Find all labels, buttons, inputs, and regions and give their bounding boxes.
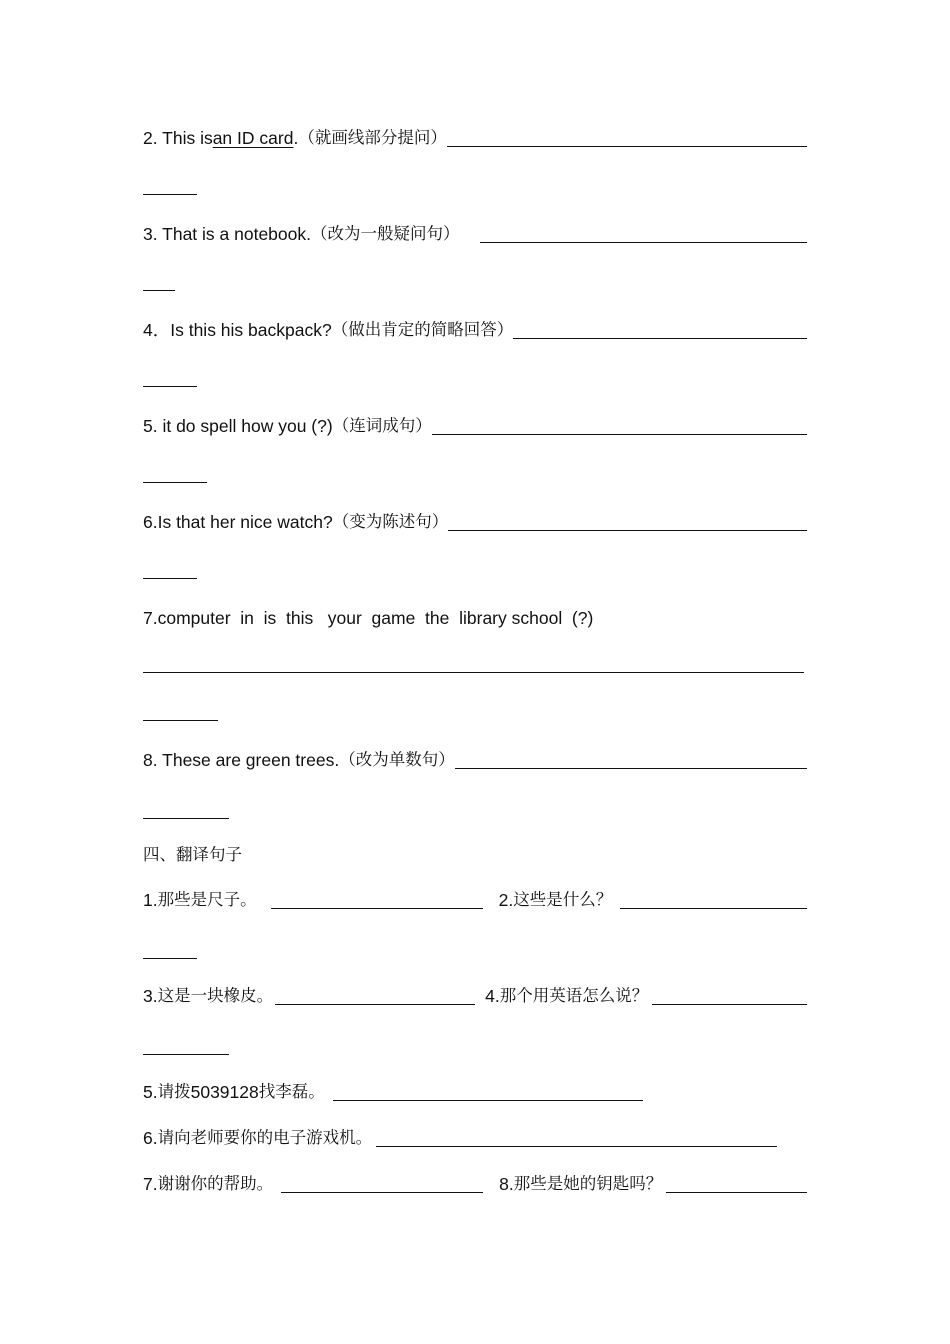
translate-5-text-b: 找李磊。 bbox=[258, 1082, 325, 1101]
answer-blank-3[interactable] bbox=[480, 242, 808, 243]
translate-blank-3[interactable] bbox=[275, 1004, 475, 1005]
translate-3-text: 这是一块橡皮。 bbox=[157, 986, 274, 1005]
translate-blank-5[interactable] bbox=[333, 1100, 643, 1101]
question-6 bbox=[143, 508, 807, 534]
translate-blank-4[interactable] bbox=[652, 1004, 807, 1005]
answer-blank-4[interactable] bbox=[513, 338, 807, 339]
translate-5-text-a: 请拨 bbox=[157, 1082, 191, 1101]
question-7-text: 7.computer in is this your game the library school (?) bbox=[143, 608, 594, 628]
question-3-instruction: （改为一般疑问句） bbox=[311, 224, 460, 243]
translate-8-text: 那些是她的钥匙吗？ bbox=[513, 1174, 663, 1193]
translate-row-1 bbox=[143, 886, 807, 912]
question-2-prefix: 2. This is bbox=[143, 128, 213, 148]
answer-blank-6[interactable] bbox=[448, 530, 807, 531]
answer-blank-2[interactable] bbox=[447, 146, 807, 147]
translate-2-text: 这些是什么？ bbox=[513, 890, 613, 909]
question-5-text: 5. it do spell how you (?) bbox=[143, 416, 333, 436]
translate-1-text: 那些是尺子。 bbox=[157, 890, 257, 909]
translate-blank-7[interactable] bbox=[281, 1192, 483, 1193]
question-4-text: 4．Is this his backpack? bbox=[143, 320, 332, 340]
answer-blank-8-cont[interactable] bbox=[143, 818, 229, 819]
translate-blank-2-cont[interactable] bbox=[143, 958, 197, 959]
question-3-text: 3. That is a notebook. bbox=[143, 224, 311, 244]
answer-blank-3-cont[interactable] bbox=[143, 290, 175, 291]
translate-5-num: 5. bbox=[143, 1082, 158, 1102]
translate-8-num: 8. bbox=[499, 1174, 514, 1194]
translate-blank-1[interactable] bbox=[271, 908, 483, 909]
translate-row-7 bbox=[143, 1170, 807, 1196]
question-2-instruction: （就画线部分提问） bbox=[298, 128, 447, 147]
question-2-underlined: an ID card bbox=[212, 128, 294, 148]
answer-blank-4-cont[interactable] bbox=[143, 386, 197, 387]
translate-4-num: 4. bbox=[485, 986, 500, 1006]
question-4-instruction: （做出肯定的简略回答） bbox=[331, 320, 514, 339]
translate-7-text: 谢谢你的帮助。 bbox=[157, 1174, 274, 1193]
question-6-text: 6.Is that her nice watch? bbox=[143, 512, 333, 532]
answer-blank-5-cont[interactable] bbox=[143, 482, 207, 483]
answer-blank-7[interactable] bbox=[143, 672, 804, 673]
translate-3-num: 3. bbox=[143, 986, 158, 1006]
section-4-title: 四、翻译句子 bbox=[143, 845, 242, 864]
answer-blank-2-cont[interactable] bbox=[143, 194, 197, 195]
translate-row-6 bbox=[143, 1124, 777, 1150]
translate-blank-6[interactable] bbox=[376, 1146, 777, 1147]
translate-5-number: 5039128 bbox=[190, 1082, 259, 1102]
question-6-instruction: （变为陈述句） bbox=[332, 512, 449, 531]
translate-6-num: 6. bbox=[143, 1128, 158, 1148]
question-4 bbox=[143, 316, 807, 342]
question-8-text: 8. These are green trees. bbox=[143, 750, 340, 770]
translate-6-text: 请向老师要你的电子游戏机。 bbox=[157, 1128, 373, 1147]
question-8 bbox=[143, 746, 807, 772]
question-8-instruction: （改为单数句） bbox=[339, 750, 455, 769]
answer-blank-5[interactable] bbox=[432, 434, 807, 435]
translate-2-num: 2. bbox=[498, 890, 514, 910]
question-2-suffix: . bbox=[293, 128, 299, 148]
question-7 bbox=[143, 604, 807, 630]
question-5-instruction: （连词成句） bbox=[332, 416, 432, 435]
answer-blank-6-cont[interactable] bbox=[143, 578, 197, 579]
translate-blank-2[interactable] bbox=[620, 908, 807, 909]
translate-row-5 bbox=[143, 1078, 643, 1104]
translate-4-text: 那个用英语怎么说？ bbox=[499, 986, 649, 1005]
answer-blank-7-cont[interactable] bbox=[143, 720, 218, 721]
question-5 bbox=[143, 412, 807, 438]
question-2 bbox=[143, 124, 807, 150]
translate-1-num: 1. bbox=[143, 890, 158, 910]
translate-row-2 bbox=[143, 982, 807, 1008]
translate-blank-4-cont[interactable] bbox=[143, 1054, 229, 1055]
translate-blank-8[interactable] bbox=[666, 1192, 807, 1193]
answer-blank-8[interactable] bbox=[455, 768, 807, 769]
translate-7-num: 7. bbox=[143, 1174, 158, 1194]
question-3 bbox=[143, 220, 807, 246]
